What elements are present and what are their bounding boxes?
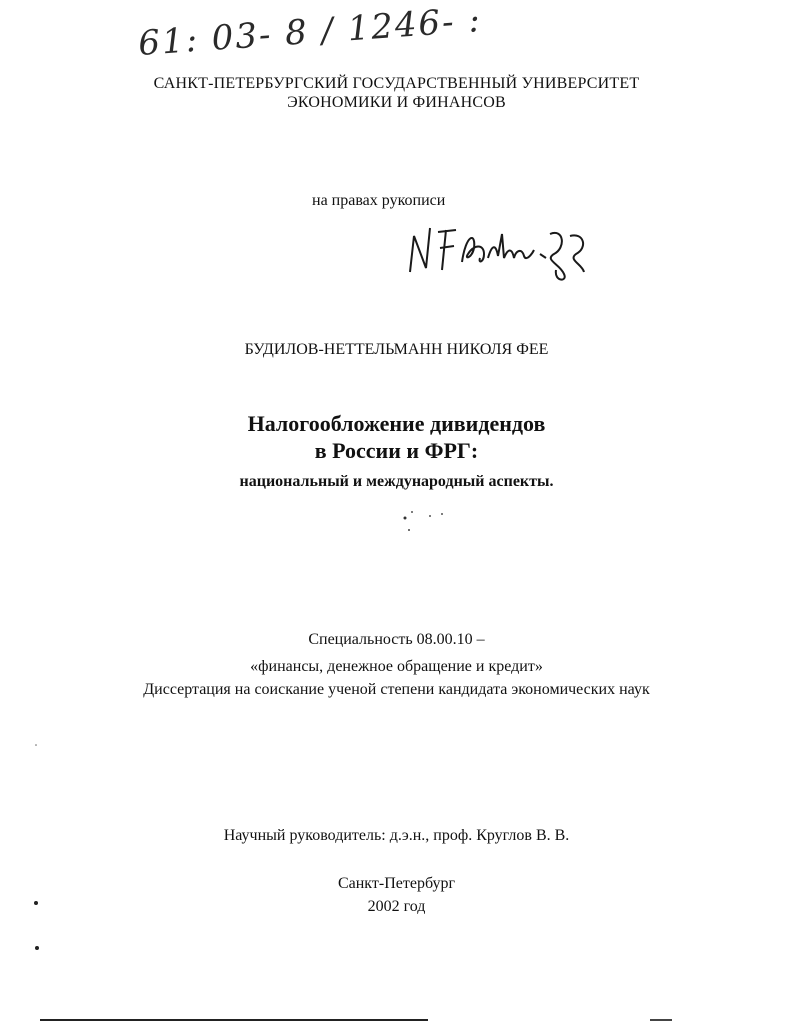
- specialty-name: «финансы, денежное обращение и кредит»: [250, 658, 543, 675]
- city: Санкт-Петербург: [337, 875, 456, 892]
- thesis-subtitle: национальный и международный аспекты.: [239, 473, 554, 490]
- author-name: БУДИЛОВ-НЕТТЕЛЬМАНН НИКОЛЯ ФЕЕ: [244, 341, 549, 358]
- bottom-scan-line: [40, 1019, 428, 1021]
- year: 2002 год: [367, 898, 426, 915]
- degree-statement: Диссертация на соискание ученой степени кандидата экономических наук: [143, 681, 650, 698]
- thesis-title-line2: в России и ФРГ:: [314, 438, 479, 463]
- university-name-line2: ЭКОНОМИКИ И ФИНАНСОВ: [287, 94, 506, 111]
- scientific-supervisor: Научный руководитель: д.э.н., проф. Круглов В. В.: [223, 827, 570, 844]
- university-name-line1: САНКТ-ПЕТЕРБУРГСКИЙ ГОСУДАРСТВЕННЫЙ УНИВЕРСИТЕТ: [153, 75, 640, 92]
- handwritten-catalog-code: 61: 03- 8 / 1246- :: [137, 0, 484, 64]
- bottom-scan-mark: [650, 1019, 672, 1021]
- specialty-code: Специальность 08.00.10 –: [308, 631, 485, 648]
- thesis-title-line1: Налогообложение дивидендов: [247, 411, 546, 436]
- manuscript-note: на правах рукописи: [312, 192, 446, 209]
